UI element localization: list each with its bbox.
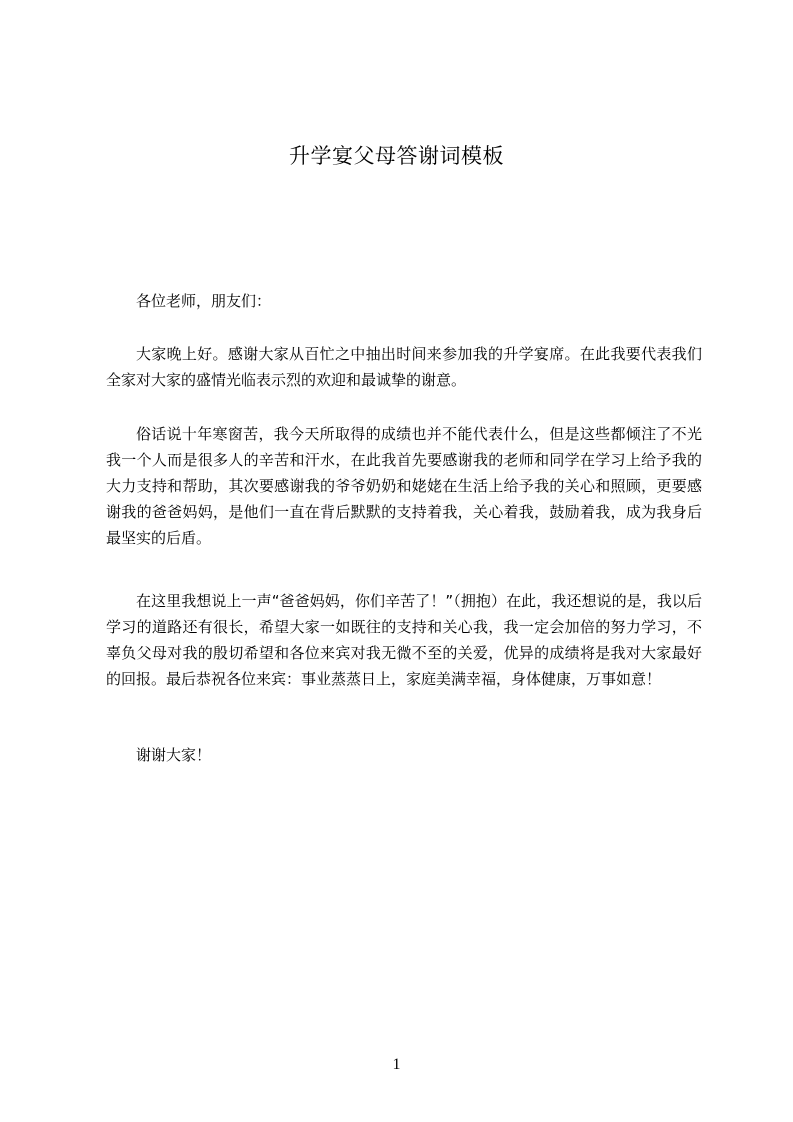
salutation-text: 各位老师，朋友们： — [136, 292, 272, 310]
document-title: 升学宴父母答谢词模板 — [289, 144, 504, 168]
paragraph-greeting — [106, 341, 702, 393]
paragraph-text: 在这里我想说上一声“爸爸妈妈，你们辛苦了！”（拥抱）在此，我还想说的是，我以后学习的道路还有很长，希望大家一如既往的支持和关心我，我一定会加倍的努力学习，不辜负父母对我的殷切希望和各位来宾对我无微不至的关爱，优异的成绩将是我对大家最好的回报。最后恭祝各位来宾：事业蒸蒸日上，家庭美满幸福，身体健康，万事如意！ — [106, 592, 702, 688]
paragraph-text: 俗话说十年寒窗苦，我今天所取得的成绩也并不能代表什么，但是这些都倾注了不光我一个人而是很多人的辛苦和汗水，在此我首先要感谢我的老师和同学在学习上给予我的大力支持和帮助，其次要感谢我的爷爷奶奶和姥姥在生活上给予我的关心和照顾，更要感谢我的爸爸妈妈，是他们一直在背后默默的支持着我，关心着我，鼓励着我，成为我身后最坚实的后盾。 — [106, 425, 702, 547]
salutation — [106, 288, 702, 314]
paragraph-thanks — [106, 421, 702, 551]
paragraph-wishes — [106, 588, 702, 692]
page-number: 1 — [392, 1056, 401, 1073]
closing-text: 谢谢大家！ — [136, 746, 212, 764]
closing — [106, 742, 702, 768]
paragraph-text: 大家晚上好。感谢大家从百忙之中抽出时间来参加我的升学宴席。在此我要代表我们全家对大家的盛情光临表示烈的欢迎和最诚挚的谢意。 — [106, 345, 702, 389]
